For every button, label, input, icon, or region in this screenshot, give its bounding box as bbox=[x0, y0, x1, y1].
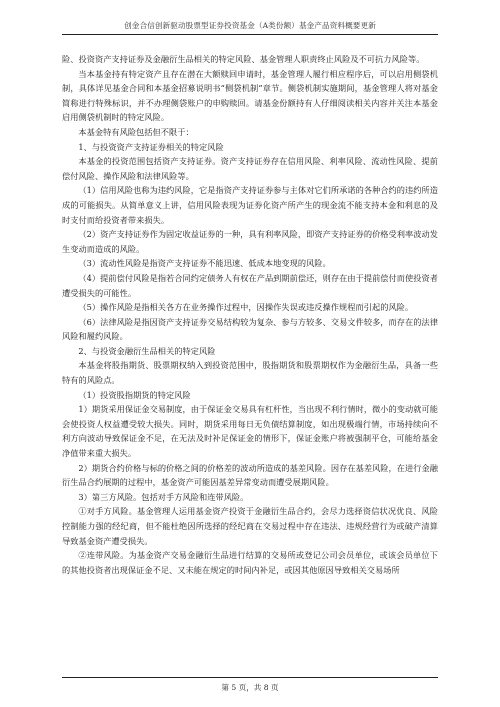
page-header: 创金合信创新驱动股票型证券投资基金（A类份额）基金产品资料概要更新 bbox=[62, 20, 438, 35]
paragraph: 2）期货合约价格与标的价格之间的价格差的波动所造成的基差风险。因存在基差风险，在进行金融衍生品合约展期的过程中，基金资产可能因基差异常变动而遭受展期风险。 bbox=[62, 462, 438, 488]
paragraph: 本基金将股指期货、股票期权纳入到投资范围中，股指期货和股票期权作为金融衍生品，具备一些特有的风险点。 bbox=[62, 360, 438, 386]
paragraph: 本基金的投资范围包括资产支持证券。资产支持证券存在信用风险、利率风险、流动性风险、提前偿付风险、操作风险和法律风险等。 bbox=[62, 156, 438, 181]
paragraph: （5）操作风险是指相关各方在业务操作过程中，因操作失误或违反操作规程而引起的风险。 bbox=[78, 302, 414, 313]
paragraph: （2）资产支持证券作为固定收益证券的一种，具有利率风险，即资产支持证券的价格受利率波动发生变动而造成的风险。 bbox=[62, 229, 438, 254]
paragraph: ②连带风险。为基金资产交易金融衍生品进行结算的交易所或登记公司会员单位，或该会员单位下的其他投资者出现保证金不足、又未能在规定的时间内补足，或因其他原因导致相关交易场所 bbox=[62, 550, 438, 575]
paragraph: （1）投资股指期货的特定风险 bbox=[78, 389, 191, 400]
paragraph: （1）信用风险也称为违约风险，它是指资产支持证券参与主体对它们所承诺的各种合约的违约所造成的可能损失。从简单意义上讲，信用风险表现为证券化资产所产生的现金流不能支持本金和利息的及时支付而给投资者带来损失。 bbox=[62, 185, 438, 225]
paragraph: 当本基金持有特定资产且存在潜在大额赎回申请时，基金管理人履行相应程序后，可以启用侧袋机制，具体详见基金合同和本基金招募说明书“侧袋机制”章节。侧袋机制实施期间，基金管理人将对基金简称进行特殊标识，并不办理侧袋账户的申购赎回。请基金份额持有人仔细阅读相关内容并关注本基金启用侧袋机制时的特定风险。 bbox=[62, 68, 438, 123]
paragraph: （6）法律风险是指因资产支持证券交易结构较为复杂、参与方较多、交易文件较多，而存在的法律风险和履约风险。 bbox=[62, 316, 438, 342]
paragraph: （3）流动性风险是指资产支持证券不能迅速、低成本地变现的风险。 bbox=[78, 258, 331, 269]
document-body bbox=[62, 52, 438, 577]
paragraph: 2、与投资金融衍生品相关的特定风险 bbox=[78, 345, 216, 356]
page-footer: 第 5 页，共 8 页 bbox=[62, 677, 438, 693]
paragraph: 3）第三方风险。包括对手方风险和连带风险。 bbox=[78, 491, 249, 502]
paragraph: ①对手方风险。基金管理人运用基金资产投资于金融衍生品合约，会尽力选择资信状况优良、风险控制能力强的经纪商，但不能杜绝因所选择的经纪商在交易过程中存在违法、违规经营行为或破产清算导致基金资产遭受损失。 bbox=[62, 506, 438, 546]
paragraph: 1）期货采用保证金交易制度，由于保证金交易具有杠杆性，当出现不利行情时，微小的变动就可能会使投资人权益遭受较大损失。同时，期货采用每日无负债结算制度，如出现极端行情，市场持续向不利方向波动导致保证金不足，在无法及时补足保证金的情形下，保证金账户将被强制平仓，可能给基金净值带来重大损失。 bbox=[62, 404, 438, 459]
paragraph: 险、投资资产支持证券及金融衍生品相关的特定风险、基金管理人职责终止风险及不可抗力风险等。 bbox=[62, 54, 425, 64]
paragraph: 1、与投资资产支持证券相关的特定风险 bbox=[78, 141, 224, 152]
paragraph: 本基金特有风险包括但不限于： bbox=[78, 126, 194, 137]
paragraph: （4）提前偿付风险是指若合同约定债务人有权在产品到期前偿还，则存在由于提前偿付而使投资者遭受损失的可能性。 bbox=[62, 272, 438, 298]
